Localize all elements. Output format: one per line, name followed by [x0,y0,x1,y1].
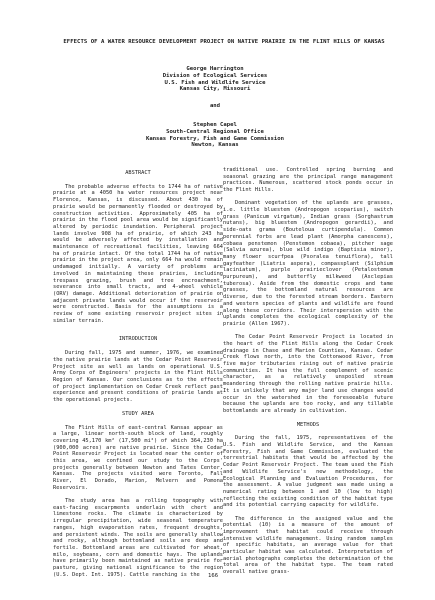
vegetation-paragraph: Dominant vegetation of the uplands are grasses, i.e. little bluestem (Andropogon scoparius), switch grass (Panicum virgatum), Indian grass (Sorghastrum nutans), big bluestem (Andropogon gerardii), and side-oats grama (Bouteloua curtipendula). Common perennial forbs are lead plant (Amorpha canescens), cobaea penstemon (Penstemon cobaea), pitcher sage (Salvia azurea), blue wild indigo (Baptisia minor), many flower scurfpea (Psoralea tenuiflora), tall gayfeather (Liatris aspera), compassplant (Silphium laciniatum), purple prairieclover (Petalostemum purpureum), and butterfly milkweed (Asclepias tuberosa). Aside from the domestic crops and tame grasses, the bottomland natural resources are diverse, due to the forested stream borders. Eastern and western species of plants and wildlife are found along these corridors. Their interspersion with the uplands completes the ecological complexity of the prairie (Allen 1967). [223,200,393,327]
author-affiliation: Kansas Forestry, Fish and Game Commission [145,135,285,142]
methods-heading: METHODS [296,421,320,428]
abstract-text: The probable adverse effects to 1744 ha of native prairie at a 4050 ha water resources project near Florence, Kansas, is discussed. About 430 ha of prairie would be permanently flooded or destroyed by construction activities. Approximately 405 ha of prairie in the flood pool area would be significantly altered by periodic inundation. Peripheral project lands involve 908 ha of prairie, of which 243 ha would be adversely affected by installation and maintenance of recreational facilities, leaving 664 ha of prairie intact. Of the total 1744 ha of native prairie in the project area, only 664 ha would remain undamaged initially. A variety of problems are involved in maintaining these prairies, including trespass grazing, brush and tree encroachment, severance into small tracts, and 4-wheel vehicle (ORV) damage. Additional deterioration of prairie on adjacent private lands would occur if the reservoir were constructed. Basis for the assumptions is a review of some existing reservoir project sites in similar terrain. [53,183,223,324]
paper-title: EFFECTS OF A WATER RESOURCE DEVELOPMENT PROJECT ON NATIVE PRAIRIE IN THE FLINT HILLS OF KANSAS [63,39,385,45]
author-affiliation: U.S. Fish and Wildlife Service [164,79,266,86]
study-area-paragraph-1: The Flint Hills of east-central Kansas appear as a large, linear north-south block of land, roughly covering 45,170 km² (17,500 mi²) of which 364,230 ha (900,000 acres) are native prairie. Since the Cedar Point Reservoir Project is located near the center of this area, we confined our study to the Corps' projects generally between Newton and Tates Center, Kansas. The projects visited were Toronto, Fall River, El Dorado, Marion, Melvern and Pomona Reservoirs. [53,424,223,491]
author-city: Kansas City, Missouri [179,86,251,93]
methods-paragraph-2: The difference in the assigned value and the potential (10) is a measure of the amount of improvement that habitat could receive through intensive wildlife management. Using random samples of specific habitats, an average value for that particular habitat was calculated. Interpretation of aerial photographs completes the determination of the total area of the habitat type. The team rated overall native grass- [223,515,393,576]
introduction-text: During fall, 1975 and summer, 1976, we examined the native prairie lands at the Cedar Point Reservoir Project site as well as lands on operational U.S. Army Corps of Engineers' projects in the Flint Hills Region of Kansas. Our conclusions as to the effects of project implementation on Cedar Creek reflect past experience and present conditions of prairie lands at the operational projects. [53,350,223,404]
author-affiliation: Division of Ecological Services [162,72,268,79]
author-block-2 [90,122,340,149]
page-number: 166 [208,573,219,579]
right-column [223,167,393,582]
author-separator: and [209,103,221,109]
author-city: Newton, Kansas [191,142,239,149]
introduction-heading: INTRODUCTION [118,336,158,343]
author-block-1 [90,66,340,93]
methods-paragraph-1: During the fall, 1975, representatives of the U.S. Fish and Wildlife Service, and the Kansas Forestry, Fish and Game Commission, evaluated the terrestrial habitats that would be affected by the Cedar Point Reservoir Project. The team used the Fish and Wildlife Service's new methodology, the Ecological Planning and Evaluation Procedures, for the assessment. A value judgment was made using a numerical rating between 1 and 10 (low to high) reflecting the existing condition of the habitat type and its potential carrying capacity for wildlife. [223,435,393,509]
right-paragraph-1: traditional use. Controlled spring burning and seasonal grazing are the principal range management practices. Numerous, scattered stock ponds occur in the Flint Hills. [223,167,393,194]
author-affiliation: South-Central Regional Office [166,128,264,135]
abstract-heading: ABSTRACT [125,170,151,176]
project-location-paragraph: The Cedar Point Reservoir Project is located in the heart of the Flint Hills along the Cedar Creek drainage in Chase and Marion Counties, Kansas. Cedar Creek flows north, into the Cottonwood River, from five major tributaries rising out of native prairie communities. It has the full complement of scenic character, as a relatively unspoiled stream meandering through the rolling native prairie hills. It is unlikely that any major land use changes would occur in the watershed in the foreseeable future because the uplands are too rocky, and any tillable bottomlands are already in cultivation. [223,334,393,414]
author-name: Stephen Capel [193,122,237,128]
author-name: George Harrington [186,66,244,72]
study-area-heading: STUDY AREA [122,410,154,417]
study-area-paragraph-2: The study area has a rolling topography with east-facing escarpments underlain with chert and limestone rocks. The climate is characterized by irregular precipitation, wide seasonal temperature ranges, high evaporation rates, frequent droughts, and persistent winds. The soils are generally shallow and rocky, although bottomland soils are deep and fertile. Bottomland areas are cultivated for wheat, milo, soybeans, corn and domestic hays. The uplands have primarily been maintained as native prairie for pasture, giving national significance to the region (U.S. Dept. Int. 1975). Cattle ranching is the [53,498,223,578]
left-column [53,163,223,585]
